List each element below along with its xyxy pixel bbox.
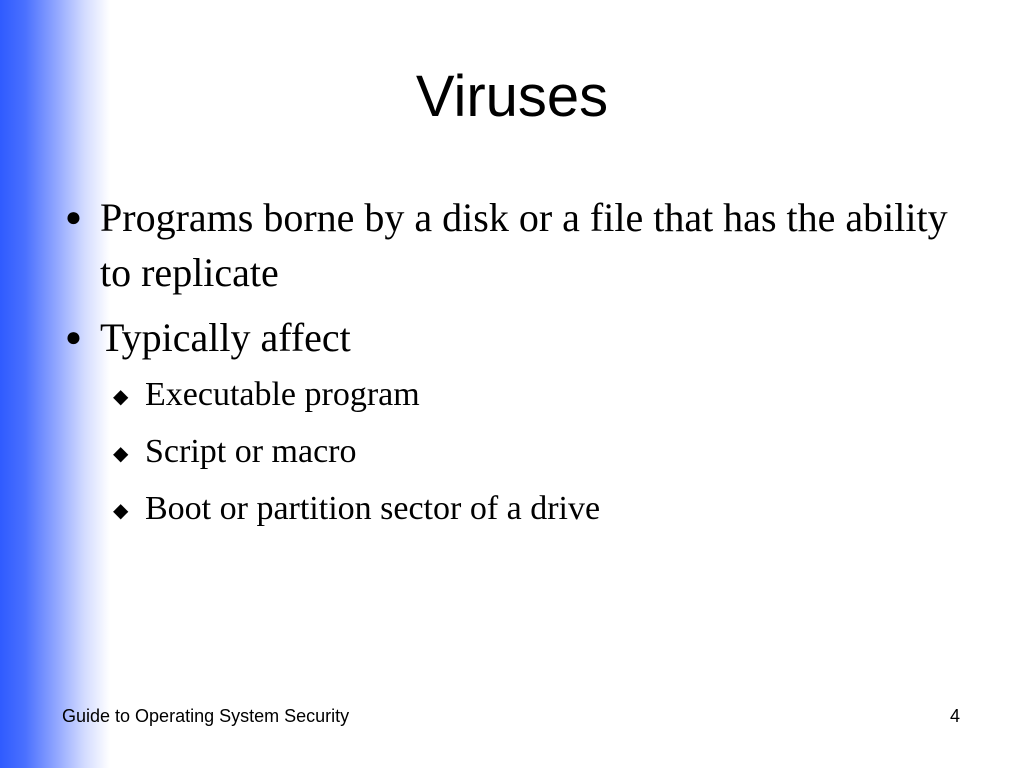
diamond-icon: ◆ (113, 386, 129, 408)
slide-title: Viruses (415, 64, 609, 129)
bullet-dot-icon: ● (65, 322, 82, 353)
bullet-text: Programs borne by a disk or a file that has the ability to replicate (100, 195, 948, 295)
sub-bullet-text: Boot or partition sector of a drive (145, 490, 601, 527)
sub-bullet-item (60, 375, 960, 415)
diamond-icon: ◆ (113, 500, 129, 522)
footer-text: Guide to Operating System Security (62, 706, 350, 726)
slide-content (60, 190, 960, 546)
sub-bullet-item (60, 432, 960, 472)
sub-bullet-text: Executable program (145, 376, 420, 413)
bullet-dot-icon: ● (65, 202, 82, 233)
sub-bullet-item (60, 489, 960, 529)
page-number: 4 (950, 706, 961, 726)
bullet-item (60, 190, 960, 300)
diamond-icon: ◆ (113, 443, 129, 465)
bullet-text: Typically affect (100, 315, 351, 360)
sub-bullet-text: Script or macro (145, 433, 357, 470)
bullet-item (60, 310, 960, 365)
